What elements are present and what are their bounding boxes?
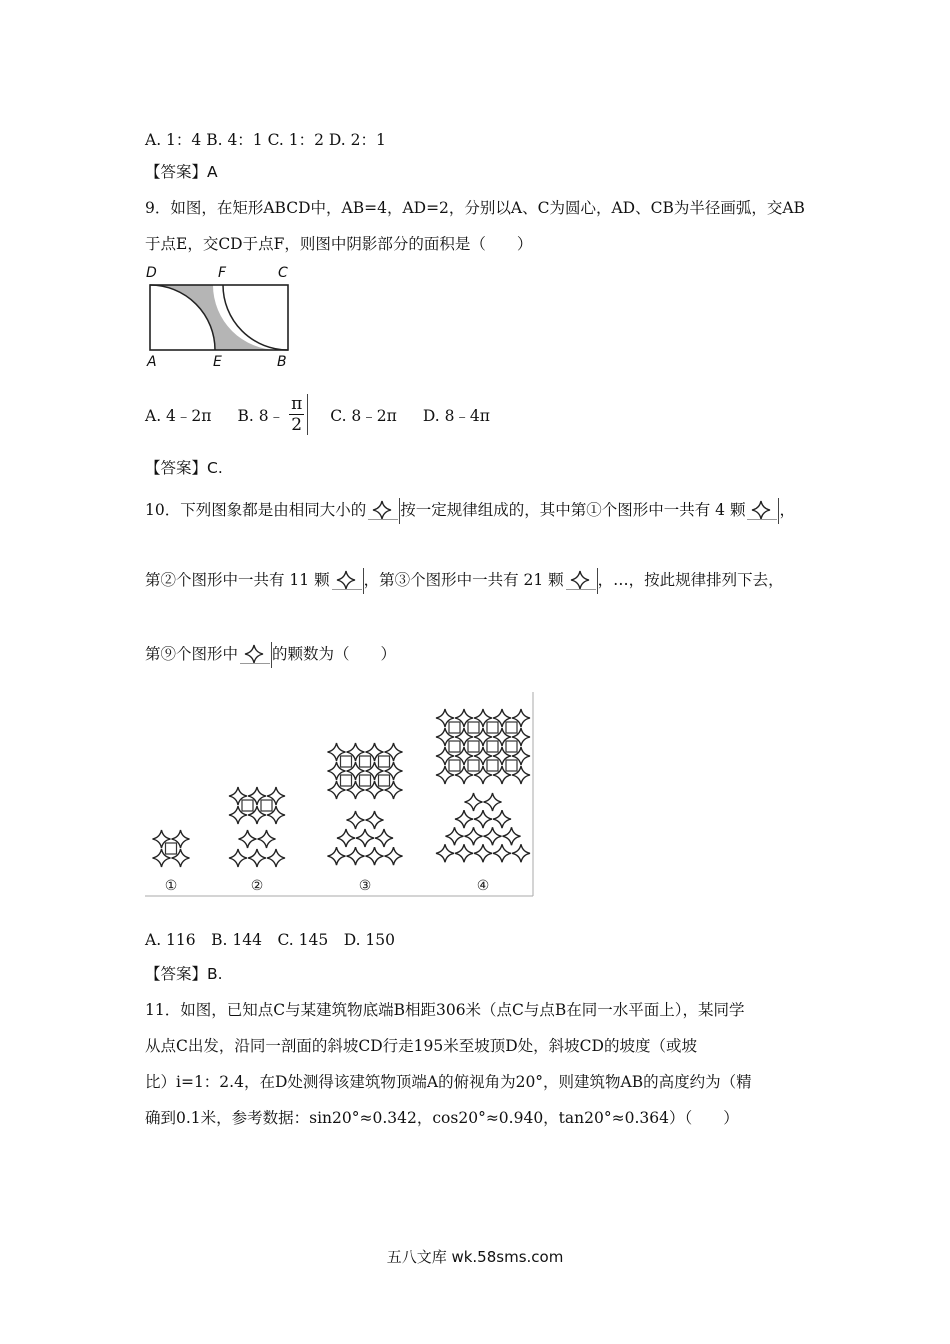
- pattern-star: [229, 806, 247, 824]
- pattern-star: [347, 781, 365, 799]
- pattern-star: [436, 844, 454, 862]
- figure-caption-3: ③: [358, 878, 372, 894]
- q8-answer: 【答案】A: [145, 163, 218, 181]
- pattern-cell: [468, 741, 479, 752]
- pattern-star: [493, 810, 511, 828]
- q10-line3-part1: 第⑨个图形中: [145, 645, 239, 663]
- pattern-star: [436, 709, 454, 727]
- pattern-star: [347, 743, 365, 761]
- pattern-star: [267, 806, 285, 824]
- q10-options: A. 116 B. 144 C. 145 D. 150: [145, 931, 396, 949]
- pattern-star: [455, 810, 473, 828]
- pattern-star: [385, 781, 403, 799]
- pattern-star: [347, 847, 365, 865]
- pattern-star: [455, 844, 473, 862]
- pattern-star: [366, 811, 384, 829]
- pattern-star: [512, 844, 530, 862]
- pattern-star: [436, 766, 454, 784]
- fraction-denominator: 2: [291, 415, 303, 435]
- label-f: F: [218, 265, 227, 281]
- pattern-star: [474, 810, 492, 828]
- fraction-numerator: π: [291, 394, 303, 414]
- pattern-star: [465, 827, 483, 845]
- star-icon: [330, 568, 364, 594]
- pattern-star: [172, 830, 190, 848]
- pattern-cell: [487, 760, 498, 771]
- pattern-star: [455, 709, 473, 727]
- q10-text-line3: [145, 642, 396, 668]
- pattern-star: [455, 747, 473, 765]
- q10-answer: 【答案】B.: [145, 965, 223, 983]
- pattern-cell: [379, 775, 390, 786]
- q10-line1-part3: ，: [779, 501, 795, 519]
- q10-line1-part1: 10．下列图象都是由相同大小的: [145, 501, 367, 519]
- star-icon: [366, 498, 400, 524]
- pattern-star: [328, 762, 346, 780]
- pattern-cell: [379, 756, 390, 767]
- pattern-cell: [341, 775, 352, 786]
- pattern-star: [512, 709, 530, 727]
- pattern-star: [493, 709, 511, 727]
- pattern-star: [455, 728, 473, 746]
- q9-option-a: A. 4﹣2π: [145, 406, 212, 425]
- q10-line2-part1: 第②个图形中一共有 11 颗: [145, 571, 330, 589]
- q9-answer: 【答案】C.: [145, 459, 223, 477]
- pattern-star: [229, 787, 247, 805]
- pattern-star: [366, 743, 384, 761]
- label-a: A: [147, 354, 157, 370]
- pattern-star: [229, 849, 247, 867]
- q10-line2-part3: ，…，按此规律排列下去，: [597, 571, 784, 589]
- q10-line3-part2: 的颗数为（ ）: [272, 645, 397, 663]
- pattern-cell: [487, 741, 498, 752]
- pattern-cell: [242, 800, 253, 811]
- footer-watermark: 五八文库 wk.58sms.com: [386, 1248, 564, 1266]
- pattern-star: [385, 847, 403, 865]
- pattern-star: [347, 811, 365, 829]
- q9-options: [145, 394, 490, 435]
- q10-line2-part2: ，第③个图形中一共有 21 颗: [363, 571, 564, 589]
- q9-option-b: B. 8﹣: [237, 406, 285, 425]
- pattern-star: [484, 827, 502, 845]
- figure-caption-4: ④: [476, 878, 490, 894]
- pattern-cell: [261, 800, 272, 811]
- pattern-cell: [506, 760, 517, 771]
- pattern-star: [474, 709, 492, 727]
- pattern-star: [337, 829, 355, 847]
- pattern-star: [239, 830, 257, 848]
- q9-text-line2: 于点E，交CD于点F，则图中阴影部分的面积是（ ）: [145, 235, 533, 253]
- pattern-cell: [449, 760, 460, 771]
- pattern-star: [493, 728, 511, 746]
- q11-text-line3: 比）i=1：2.4，在D处测得该建筑物顶端A的俯视角为20°，则建筑物AB的高度约为（精: [145, 1073, 752, 1091]
- pattern-star: [493, 766, 511, 784]
- figure-caption-1: ①: [164, 878, 178, 894]
- pattern-star: [258, 830, 276, 848]
- q10-star-pattern-figure: [145, 692, 535, 898]
- pattern-star: [503, 827, 521, 845]
- pattern-star: [366, 847, 384, 865]
- q9-option-d: D. 8﹣4π: [422, 406, 490, 425]
- q9-rectangle-figure: [143, 262, 295, 370]
- q8-options: A. 1：4 B. 4：1 C. 1：2 D. 2：1: [145, 131, 386, 149]
- pattern-star: [328, 743, 346, 761]
- pattern-cell: [468, 722, 479, 733]
- pattern-star: [512, 728, 530, 746]
- pattern-star: [446, 827, 464, 845]
- pattern-star: [366, 781, 384, 799]
- pattern-star: [328, 847, 346, 865]
- pattern-star: [248, 787, 266, 805]
- pattern-star: [385, 743, 403, 761]
- label-e: E: [213, 354, 222, 370]
- q9-option-c: C. 8﹣2π: [330, 406, 397, 425]
- pattern-star: [474, 844, 492, 862]
- pattern-star: [385, 762, 403, 780]
- pattern-cell: [341, 756, 352, 767]
- pattern-star: [153, 849, 171, 867]
- star-icon: [745, 498, 779, 524]
- pattern-star: [512, 747, 530, 765]
- pattern-cell: [468, 760, 479, 771]
- pattern-cell: [506, 722, 517, 733]
- label-c: C: [278, 265, 288, 281]
- pattern-cell: [166, 843, 177, 854]
- q9-option-b-fraction: [286, 394, 308, 435]
- pattern-star: [436, 747, 454, 765]
- pattern-star: [248, 806, 266, 824]
- pattern-star: [267, 849, 285, 867]
- pattern-star: [455, 766, 473, 784]
- pattern-star: [436, 728, 454, 746]
- label-b: B: [277, 354, 287, 370]
- pattern-star: [465, 793, 483, 811]
- q10-text-line2: [145, 568, 784, 594]
- pattern-star: [484, 793, 502, 811]
- pattern-star: [328, 781, 346, 799]
- q11-text-line1: 11．如图，已知点C与某建筑物底端B相距306米（点C与点B在同一水平面上），某同学: [145, 1001, 745, 1019]
- pattern-cell: [360, 756, 371, 767]
- q11-text-line2: 从点C出发，沿同一剖面的斜坡CD行走195米至坡顶D处，斜坡CD的坡度（或坡: [145, 1037, 697, 1055]
- pattern-cell: [487, 722, 498, 733]
- star-icon: [564, 568, 598, 594]
- q10-text-line1: [145, 498, 795, 524]
- pattern-cell: [360, 775, 371, 786]
- pattern-cell: [449, 722, 460, 733]
- q11-text-line4: 确到0.1米，参考数据：sin20°≈0.342，cos20°≈0.940，tan20°≈0.364）（ ）: [145, 1109, 739, 1127]
- label-d: D: [146, 265, 157, 281]
- pattern-star: [347, 762, 365, 780]
- pattern-cell: [449, 741, 460, 752]
- q10-line1-part2: 按一定规律组成的，其中第①个图形中一共有 4 颗: [400, 501, 746, 519]
- star-icon: [238, 642, 272, 668]
- pattern-star: [153, 830, 171, 848]
- figure-caption-2: ②: [250, 878, 264, 894]
- pattern-star: [493, 747, 511, 765]
- pattern-star: [172, 849, 190, 867]
- pattern-star: [512, 766, 530, 784]
- pattern-star: [267, 787, 285, 805]
- pattern-star: [356, 829, 374, 847]
- pattern-star: [474, 747, 492, 765]
- pattern-cell: [506, 741, 517, 752]
- pattern-star: [366, 762, 384, 780]
- pattern-star: [375, 829, 393, 847]
- pattern-star: [474, 766, 492, 784]
- q9-text-line1: 9．如图，在矩形ABCD中，AB=4，AD=2，分别以A、C为圆心，AD、CB为半径画弧，交AB: [145, 199, 805, 217]
- pattern-star: [493, 844, 511, 862]
- pattern-star: [474, 728, 492, 746]
- pattern-star: [248, 849, 266, 867]
